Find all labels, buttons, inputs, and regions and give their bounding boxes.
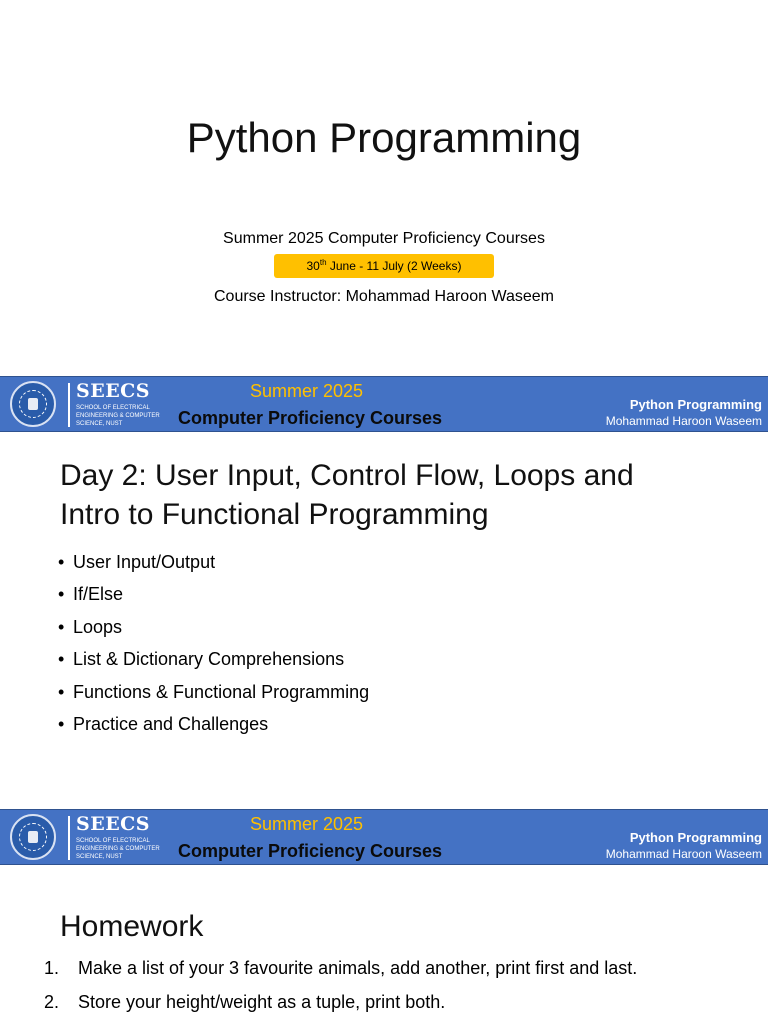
list-item: • Practice and Challenges: [58, 713, 269, 734]
banner-program: Computer Proficiency Courses: [178, 841, 443, 861]
list-item: [44, 990, 704, 1014]
topic-text: List & Dictionary Comprehensions: [73, 649, 345, 670]
seecs-logo-name: SEECS: [76, 813, 151, 835]
topic-text: Practice and Challenges: [73, 713, 269, 734]
title-slide: [0, 0, 768, 376]
list-item: • User Input/Output: [58, 552, 216, 572]
date-badge: [274, 254, 494, 278]
list-item: [44, 956, 704, 980]
topic-text: Functions & Functional Programming: [73, 681, 370, 702]
list-item: • Loops: [58, 616, 123, 637]
topic-text: If/Else: [73, 584, 124, 605]
slide-header-banner: [0, 809, 768, 865]
banner-instructor: Mohammad Haroon Waseem: [605, 847, 762, 861]
date-day: 30: [306, 259, 320, 273]
course-title: Python Programming: [186, 114, 582, 161]
list-item: • List & Dictionary Comprehensions: [58, 649, 345, 670]
banner-instructor: Mohammad Haroon Waseem: [605, 414, 762, 428]
topic-text: User Input/Output: [73, 552, 216, 572]
banner-course: Python Programming: [629, 830, 762, 845]
item-number: 2.: [44, 992, 60, 1012]
item-number: 1.: [44, 958, 60, 978]
logo-divider: [68, 383, 70, 427]
banner-summer: Summer 2025: [250, 814, 364, 834]
seecs-logo-name: SEECS: [76, 380, 151, 402]
day2-topic-list: [58, 548, 369, 742]
day2-title: Day 2: User Input, Control Flow, Loops and Intro to Functional Programming: [60, 459, 634, 531]
list-item: • Functions & Functional Programming: [58, 681, 370, 702]
date-range: June - 11 July (2 Weeks): [326, 259, 462, 273]
seecs-logo-subtitle: SCHOOL OF ELECTRICAL ENGINEERING & COMPUTER SCIENCE, NUST: [76, 838, 160, 860]
banner-course: Python Programming: [629, 397, 762, 412]
date-suffix: th: [319, 258, 327, 267]
nust-seal-icon: [10, 381, 56, 427]
logo-divider: [68, 816, 70, 860]
item-text: Store your height/weight as a tuple, print both.: [78, 992, 446, 1012]
topic-text: Loops: [73, 616, 123, 637]
course-instructor: Course Instructor: Mohammad Haroon Waseem: [214, 288, 554, 305]
course-subtitle: Summer 2025 Computer Proficiency Courses: [223, 230, 545, 247]
homework-list: [44, 956, 704, 1024]
item-text: Make a list of your 3 favourite animals, add another, print first and last.: [78, 958, 638, 978]
banner-program: Computer Proficiency Courses: [178, 408, 443, 428]
homework-title: Homework: [60, 910, 204, 943]
banner-summer: Summer 2025: [250, 381, 364, 401]
list-item: • If/Else: [58, 584, 124, 605]
slide-header-banner: [0, 376, 768, 432]
seecs-logo-subtitle: SCHOOL OF ELECTRICAL ENGINEERING & COMPUTER SCIENCE, NUST: [76, 405, 160, 427]
nust-seal-icon: [10, 814, 56, 860]
